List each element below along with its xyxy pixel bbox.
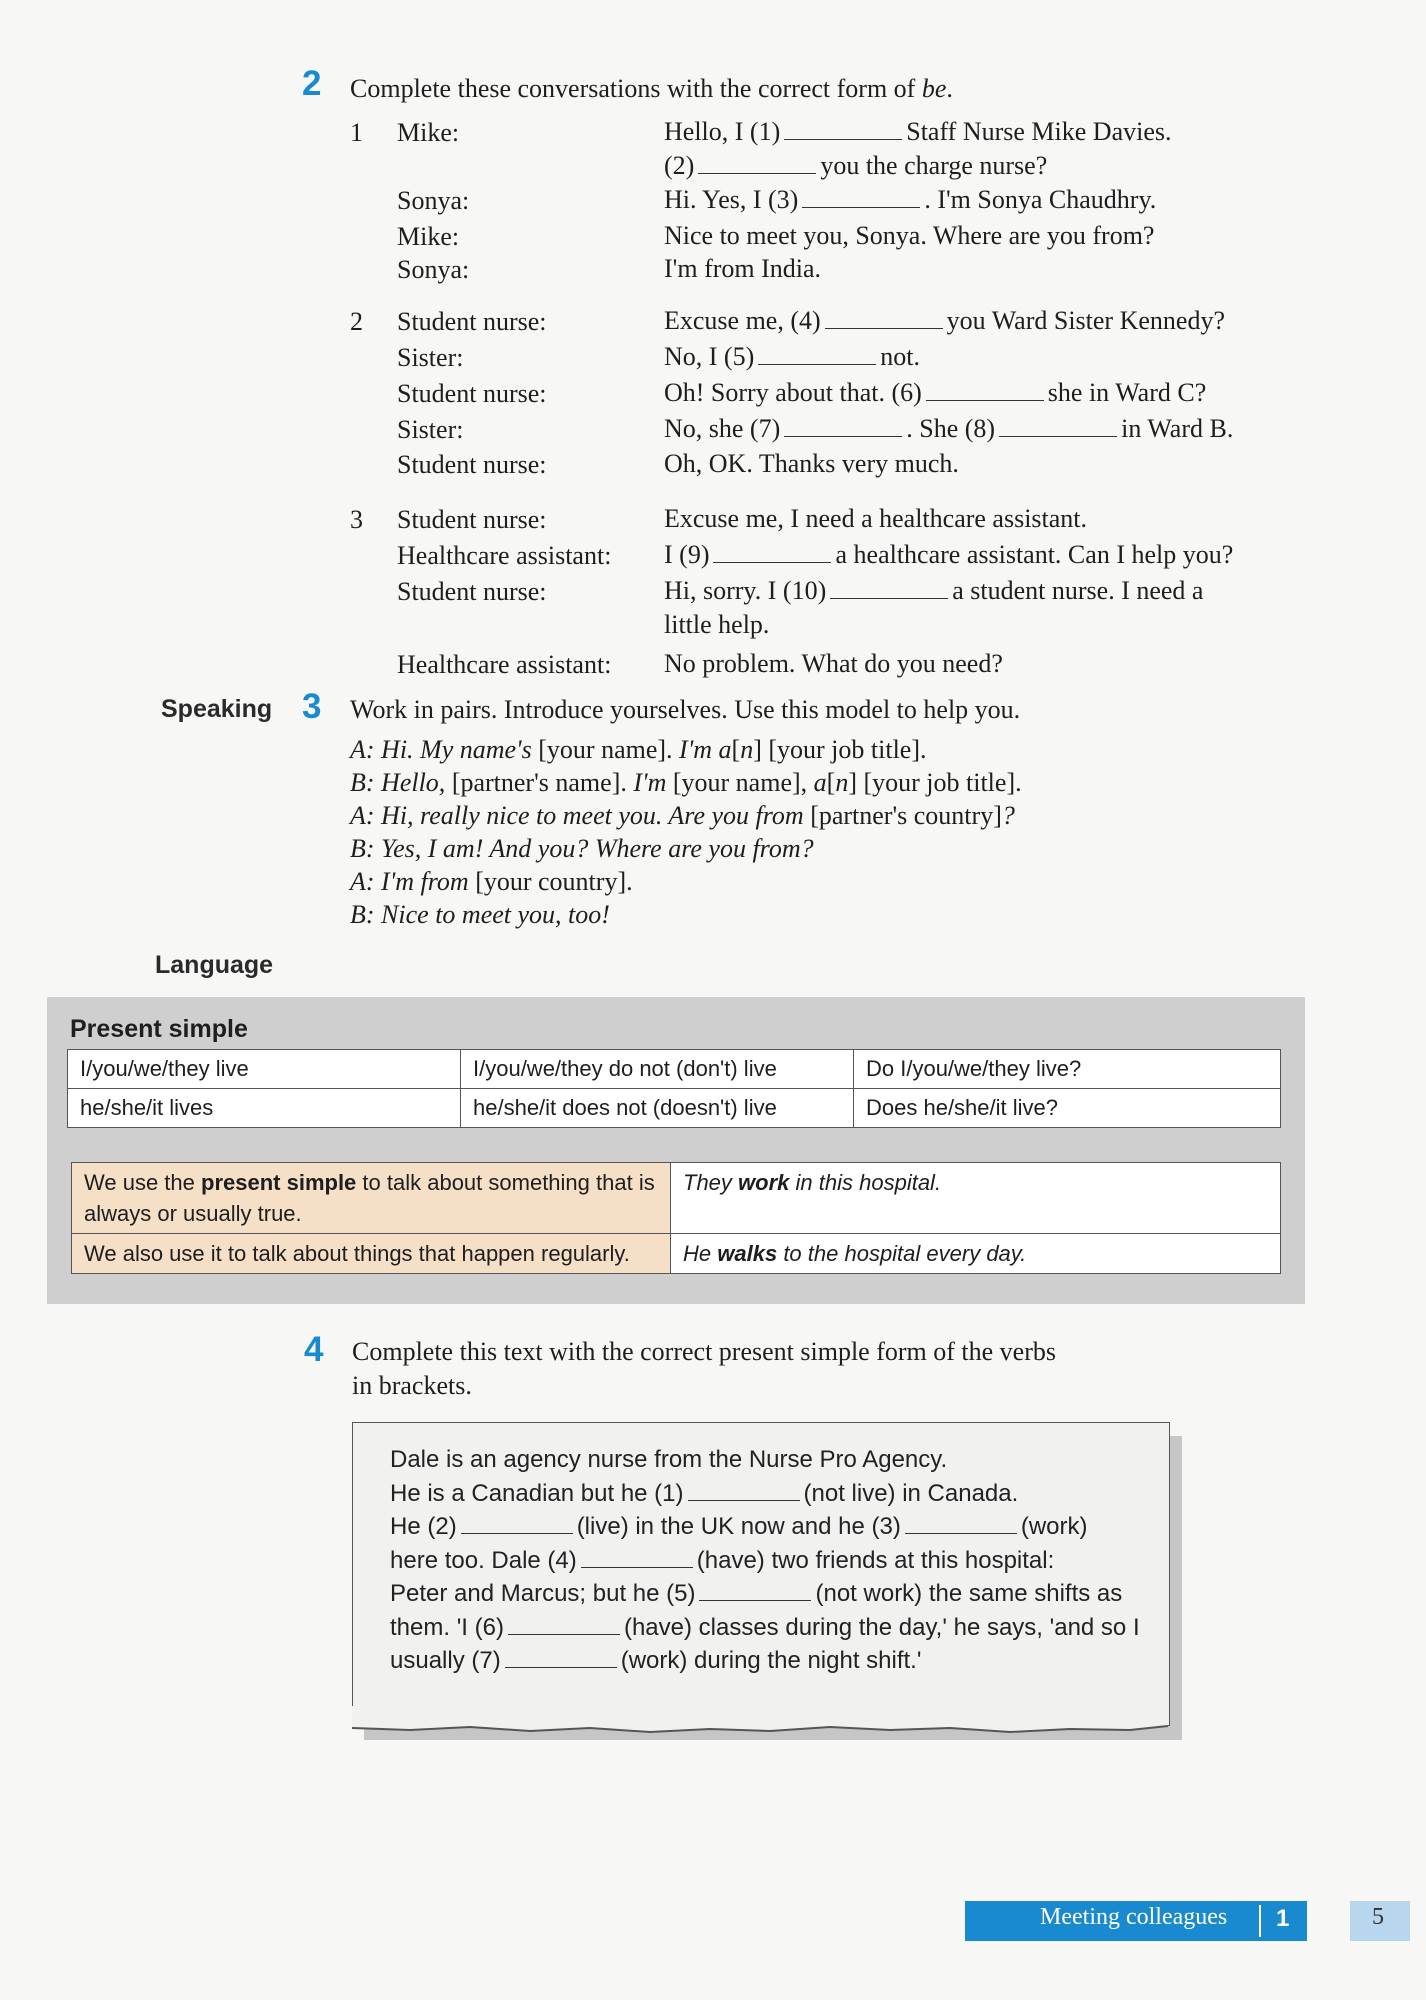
dialogue-line: I (9) a healthcare assistant. Can I help you? bbox=[664, 540, 1234, 569]
answer-blank[interactable] bbox=[688, 1481, 800, 1501]
speaker-label: Sonya: bbox=[397, 255, 470, 284]
table-cell: Does he/she/it live? bbox=[854, 1089, 1281, 1128]
dialogue-line: Oh, OK. Thanks very much. bbox=[664, 449, 959, 478]
conversation-number: 3 bbox=[350, 505, 363, 534]
table-cell: I/you/we/they live bbox=[68, 1050, 461, 1089]
answer-blank[interactable] bbox=[699, 1581, 811, 1601]
model-dialogue-line: B: Yes, I am! And you? Where are you from? bbox=[350, 834, 814, 863]
table-row bbox=[72, 1234, 1281, 1274]
dialogue-line: little help. bbox=[664, 610, 770, 639]
exercise-4-number: 4 bbox=[304, 1330, 324, 1369]
use-rule-2: We also use it to talk about things that happen regularly. bbox=[72, 1234, 671, 1274]
text-line: Dale is an agency nurse from the Nurse Pro Agency. bbox=[390, 1446, 948, 1473]
model-speaker: B: bbox=[350, 768, 375, 797]
model-speaker: A: bbox=[350, 867, 375, 896]
text-line: them. 'I (6) (have) classes during the day,' he says, 'and so I bbox=[390, 1613, 1140, 1641]
dialogue-line: Excuse me, I need a healthcare assistant. bbox=[664, 504, 1088, 533]
exercise-3-instruction: Work in pairs. Introduce yourselves. Use this model to help you. bbox=[350, 695, 1021, 724]
model-speaker: B: bbox=[350, 834, 375, 863]
speaker-label: Healthcare assistant: bbox=[397, 541, 612, 570]
table-cell: he/she/it does not (doesn't) live bbox=[461, 1089, 854, 1128]
exercise-2-number: 2 bbox=[302, 64, 322, 103]
exercise-4-instruction: Complete this text with the correct present simple form of the verbs in brackets. bbox=[352, 1337, 1056, 1400]
answer-blank[interactable] bbox=[758, 344, 876, 365]
dialogue-line: Nice to meet you, Sonya. Where are you from? bbox=[664, 221, 1155, 250]
use-rule-1: We use the present simple to talk about something that is always or usually true. bbox=[72, 1163, 671, 1234]
dialogue-line: Excuse me, (4) you Ward Sister Kennedy? bbox=[664, 306, 1225, 335]
answer-blank[interactable] bbox=[825, 308, 943, 329]
table-cell: he/she/it lives bbox=[68, 1089, 461, 1128]
dialogue-line: Hi. Yes, I (3) . I'm Sonya Chaudhry. bbox=[664, 185, 1157, 214]
speaker-label: Mike: bbox=[397, 118, 460, 147]
answer-blank[interactable] bbox=[581, 1548, 693, 1568]
conversation-number: 1 bbox=[350, 118, 363, 147]
model-dialogue-line: B: Hello, [partner's name]. I'm [your name], a[n] [your job title]. bbox=[350, 768, 1022, 797]
table-cell: I/you/we/they do not (don't) live bbox=[461, 1050, 854, 1089]
text-line: He (2) (live) in the UK now and he (3) (work) bbox=[390, 1513, 1088, 1540]
dialogue-line: I'm from India. bbox=[664, 254, 822, 283]
speaker-label: Sister: bbox=[397, 343, 464, 372]
table-row bbox=[72, 1163, 1281, 1234]
answer-blank[interactable] bbox=[784, 416, 902, 437]
dialogue-line: No, she (7) . She (8) in Ward B. bbox=[664, 414, 1234, 443]
model-speaker: A: bbox=[350, 801, 375, 830]
conversation-number: 2 bbox=[350, 307, 363, 336]
present-simple-forms-table bbox=[67, 1049, 1281, 1128]
exercise-3-number: 3 bbox=[302, 687, 322, 726]
answer-blank[interactable] bbox=[999, 416, 1117, 437]
dialogue-line: No, I (5) not. bbox=[664, 342, 920, 371]
language-box-title: Present simple bbox=[70, 1015, 248, 1043]
use-example-2: He walks to the hospital every day. bbox=[671, 1234, 1281, 1274]
dialogue-line: Hello, I (1) Staff Nurse Mike Davies. bbox=[664, 117, 1172, 146]
answer-blank[interactable] bbox=[905, 1514, 1017, 1534]
torn-paper-edge bbox=[350, 1706, 1180, 1746]
answer-blank[interactable] bbox=[505, 1648, 617, 1668]
table-row bbox=[68, 1089, 1281, 1128]
model-dialogue-line: B: Nice to meet you, too! bbox=[350, 900, 610, 929]
text-line: He is a Canadian but he (1) (not live) in Canada. bbox=[390, 1479, 1019, 1507]
footer-unit-number: 1 bbox=[1276, 1905, 1290, 1932]
speaker-label: Student nurse: bbox=[397, 307, 547, 336]
model-dialogue-line: A: Hi. My name's [your name]. I'm a[n] [your job title]. bbox=[350, 735, 927, 764]
agency-nurse-text bbox=[390, 1443, 1140, 1678]
table-row bbox=[68, 1050, 1281, 1089]
speaker-label: Student nurse: bbox=[397, 505, 547, 534]
speaker-label: Student nurse: bbox=[397, 379, 547, 408]
speaker-label: Student nurse: bbox=[397, 450, 547, 479]
present-simple-use-table bbox=[71, 1162, 1281, 1274]
text-line: Peter and Marcus; but he (5) (not work) the same shifts as bbox=[390, 1580, 1123, 1607]
speaker-label: Healthcare assistant: bbox=[397, 650, 612, 679]
answer-blank[interactable] bbox=[784, 119, 902, 140]
answer-blank[interactable] bbox=[926, 380, 1044, 401]
answer-blank[interactable] bbox=[698, 153, 816, 174]
speaker-label: Mike: bbox=[397, 222, 460, 251]
language-heading: Language bbox=[155, 951, 274, 979]
model-speaker: A: bbox=[350, 735, 375, 764]
answer-blank[interactable] bbox=[461, 1514, 573, 1534]
model-dialogue-line: A: I'm from [your country]. bbox=[350, 867, 633, 896]
speaker-label: Sonya: bbox=[397, 186, 470, 215]
answer-blank[interactable] bbox=[508, 1615, 620, 1635]
dialogue-line: (2) you the charge nurse? bbox=[664, 151, 1048, 180]
page-number: 5 bbox=[1372, 1904, 1384, 1930]
speaker-label: Student nurse: bbox=[397, 577, 547, 606]
answer-blank[interactable] bbox=[713, 542, 831, 563]
model-dialogue-line: A: Hi, really nice to meet you. Are you from [partner's country]? bbox=[350, 801, 1015, 830]
footer-divider bbox=[1259, 1905, 1261, 1937]
footer-unit-title: Meeting colleagues bbox=[1040, 1904, 1228, 1930]
answer-blank[interactable] bbox=[802, 187, 920, 208]
answer-blank[interactable] bbox=[830, 578, 948, 599]
speaker-label: Sister: bbox=[397, 415, 464, 444]
text-line: usually (7) (work) during the night shift.' bbox=[390, 1647, 922, 1674]
dialogue-line: No problem. What do you need? bbox=[664, 649, 1003, 678]
text-line: here too. Dale (4) (have) two friends at this hospital: bbox=[390, 1546, 1055, 1574]
model-speaker: B: bbox=[350, 900, 375, 929]
use-example-1: They work in this hospital. bbox=[671, 1163, 1281, 1234]
speaking-heading: Speaking bbox=[161, 695, 273, 723]
exercise-2-instruction: Complete these conversations with the correct form of be. bbox=[350, 74, 953, 103]
table-cell: Do I/you/we/they live? bbox=[854, 1050, 1281, 1089]
dialogue-line: Hi, sorry. I (10) a student nurse. I need a bbox=[664, 576, 1204, 605]
dialogue-line: Oh! Sorry about that. (6) she in Ward C? bbox=[664, 378, 1207, 407]
